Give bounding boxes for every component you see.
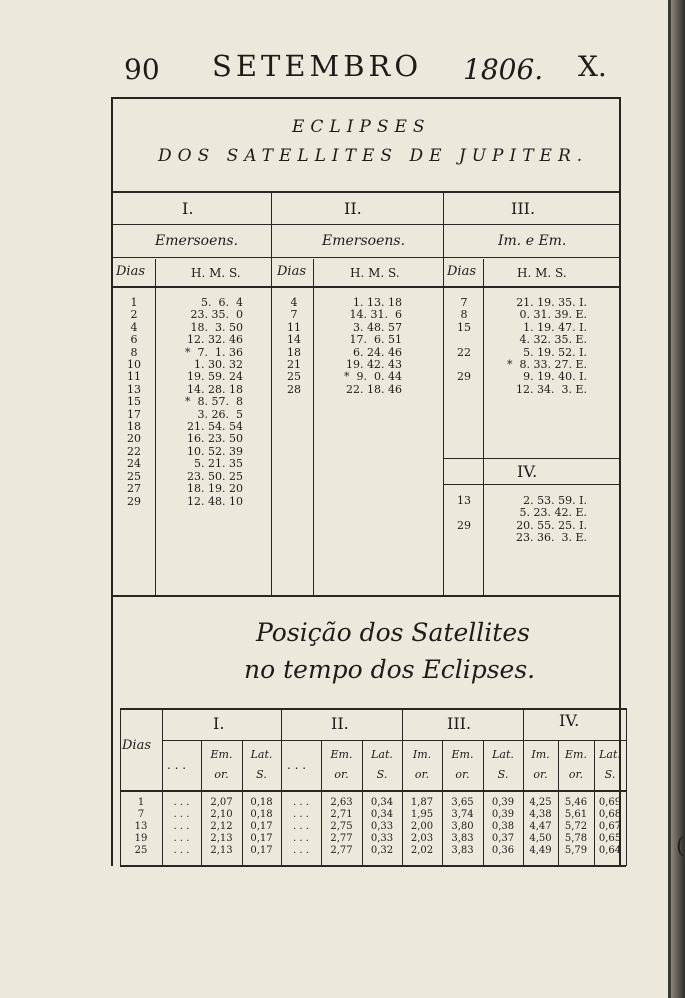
rule [113, 224, 619, 225]
posicao-title-line2: no tempo dos Eclipses. [244, 655, 536, 684]
rule [113, 595, 619, 597]
page-number: 90 [124, 53, 160, 86]
dias-header: Dias [116, 264, 146, 279]
posicao-days: 1 7 13 19 25 [134, 797, 148, 856]
dots-header: . . . [167, 758, 187, 772]
sat-1-lat: 0,18 0,18 0,17 0,17 0,17 [250, 797, 273, 856]
rule [120, 865, 626, 867]
satellite-2-days: 4 7 11 14 18 21 25 28 [287, 296, 301, 396]
satellite-4-heading: IV. [517, 462, 538, 481]
header-em-or: Em. or. [451, 748, 474, 781]
satellite-1-days: 1 2 4 6 8 10 11 13 15 17 18 20 22 24 25 27 29 [127, 296, 141, 508]
header-im-or: Im. or. [531, 748, 550, 781]
satellite-3-heading: III. [511, 199, 536, 218]
header-lat-s: Lat. S. [599, 748, 621, 781]
rule [120, 708, 121, 866]
header-lat-s: Lat. S. [250, 748, 273, 781]
rule [313, 259, 314, 595]
header-lat-s: Lat. S. [492, 748, 514, 781]
satellite-4-days: 13 29 [457, 494, 471, 532]
sat-3-lat: 0,39 0,39 0,38 0,37 0,36 [491, 797, 515, 856]
posicao-dias-header: Dias [122, 738, 152, 753]
rule [155, 259, 156, 595]
rule [626, 708, 627, 866]
sat-4-em: 5,46 5,61 5,72 5,78 5,79 [564, 797, 588, 856]
rule [162, 740, 626, 741]
header-em-or: Em. or. [330, 748, 353, 781]
rule [443, 484, 619, 485]
posicao-sat-1: I. [213, 714, 225, 733]
rule [113, 191, 619, 193]
satellite-1-times: 5. 6. 4 23. 35. 0 18. 3. 50 12. 32. 46 * 7. 1. 36 1. 30. 32 19. 59. 24 14. 28. 18 * 8. 57. 8 3. 26. 5 21. 54. 54 16. 23. 50 10. 52. 39 5. 21. 35 23. 50. 25 18. 19. 20 12. 48. 10 [185, 296, 243, 508]
eclipses-title-line1: ECLIPSES [292, 117, 431, 137]
sat-3-im: 1,87 1,95 2,00 2,03 2,02 [410, 797, 434, 856]
posicao-sat-2: II. [331, 714, 349, 733]
header-im-or: Im. or. [412, 748, 432, 781]
rule [113, 257, 619, 258]
sat-4-lat: 0,69 0,68 0,67 0,65 0,64 [598, 797, 622, 856]
posicao-title-line1: Posição dos Satellites [256, 618, 530, 647]
sat-1-em: 2,07 2,10 2,12 2,13 2,13 [210, 797, 233, 856]
posicao-sat-4: IV. [559, 711, 580, 730]
dias-header: Dias [277, 264, 307, 279]
header-em-or: Em. or. [565, 748, 587, 781]
hms-header: H. M. S. [191, 266, 241, 280]
hms-header: H. M. S. [350, 266, 400, 280]
posicao-sat-3: III. [447, 714, 472, 733]
header-em-or: Em. or. [210, 748, 233, 781]
dias-header: Dias [447, 264, 477, 279]
satellite-3-times: 21. 19. 35. I. 0. 31. 39. E. 1. 19. 47. I. 4. 32. 35. E. 5. 19. 52. I. * 8. 33. 27. E. 9. 19. 40. I. 12. 34. 3. E. [507, 296, 587, 396]
satellite-2-type: Emersoens. [322, 233, 406, 249]
dots-column: . . . . . . . . . . . . . . . [293, 797, 309, 856]
rule [443, 458, 619, 459]
satellite-3-type: Im. e Em. [498, 233, 567, 249]
satellite-2-heading: II. [344, 199, 362, 218]
hms-header: H. M. S. [517, 266, 567, 280]
satellite-4-times: 2. 53. 59. I. 5. 23. 42. E. 20. 55. 25. I. 23. 36. 3. E. [516, 494, 587, 545]
sat-3-em: 3,65 3,74 3,80 3,83 3,83 [451, 797, 474, 856]
dots-header: . . . [287, 758, 307, 772]
header-lat-s: Lat. S. [371, 748, 393, 781]
rule [120, 790, 626, 792]
rule [271, 191, 272, 595]
sat-2-lat: 0,34 0,34 0,33 0,33 0,32 [370, 797, 394, 856]
rule [113, 286, 619, 288]
rule [443, 191, 444, 595]
sat-4-im: 4,25 4,38 4,47 4,50 4,49 [529, 797, 552, 856]
page-year: 1806. [463, 53, 544, 86]
page-roman-numeral: X. [578, 50, 607, 83]
sat-2-em: 2,63 2,71 2,75 2,77 2,77 [330, 797, 353, 856]
rule [120, 708, 626, 710]
rule [483, 259, 484, 595]
satellite-1-heading: I. [182, 199, 194, 218]
page-title: SETEMBRO [212, 49, 423, 83]
eclipses-title-line2: DOS SATELLITES DE JUPITER. [158, 146, 589, 166]
margin-mark: ( [676, 834, 685, 859]
dots-column: . . . . . . . . . . . . . . . [173, 797, 190, 856]
satellite-3-days: 7 8 15 22 29 [457, 296, 471, 384]
satellite-1-type: Emersoens. [155, 233, 239, 249]
satellite-2-times: 1. 13. 18 14. 31. 6 3. 48. 57 17. 6. 51 6. 24. 46 19. 42. 43 * 9. 0. 44 22. 18. 46 [344, 296, 402, 396]
